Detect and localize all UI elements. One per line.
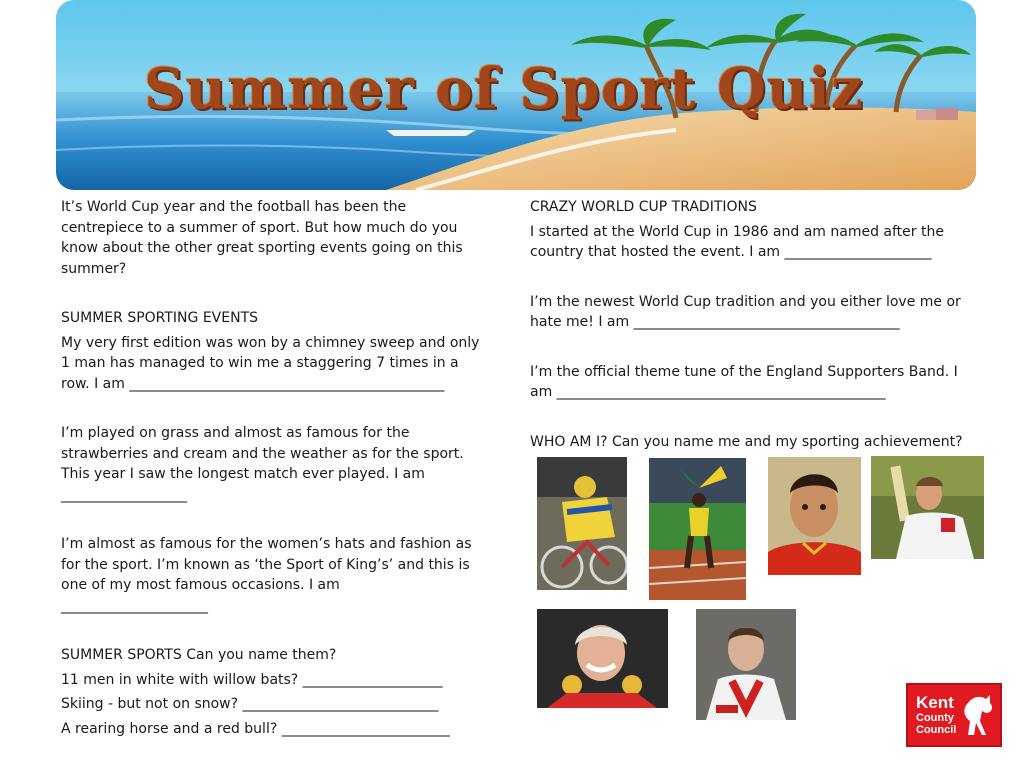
- event-question-2: I’m played on grass and almost as famous for the strawberries and cream and the weather as for the sport. This year I saw the longest match ever played. I am __________________: [61, 425, 464, 503]
- photo-footballer: [768, 457, 861, 575]
- sports-question-1: 11 men in white with willow bats? ____________________: [61, 671, 443, 688]
- summer-sports-heading: SUMMER SPORTS Can you name them?: [61, 647, 337, 663]
- tradition-question-2: I’m the newest World Cup tradition and you either love me or hate me! I am ______________________________________: [530, 293, 961, 330]
- summer-sporting-events-heading: SUMMER SPORTING EVENTS: [61, 310, 259, 326]
- photo-swimmer: [537, 609, 668, 708]
- sports-question-2: Skiing - but not on snow? ____________________________: [61, 696, 439, 712]
- tradition-question-1: I started at the World Cup in 1986 and am named after the country that hosted the event. I am _____________________: [530, 223, 944, 260]
- tradition-question-3: I’m the official theme tune of the England Supporters Band. I am _______________________________________________: [530, 363, 958, 400]
- who-am-i-heading: WHO AM I? Can you name me and my sporting achievement?: [530, 433, 963, 450]
- right-column: [530, 197, 970, 452]
- left-column: [61, 197, 491, 739]
- banner: [56, 0, 976, 190]
- photo-racing-driver: [696, 609, 796, 720]
- kent-county-council-logo: [906, 683, 1002, 747]
- page-title: Summer of Sport Quiz: [144, 56, 864, 122]
- photo-cricketer: [871, 456, 984, 559]
- sports-question-3: A rearing horse and a red bull? ________________________: [61, 720, 450, 737]
- logo-line-1: Kent: [916, 693, 954, 712]
- world-cup-traditions-heading: CRAZY WORLD CUP TRADITIONS: [530, 199, 757, 215]
- event-question-3: I’m almost as famous for the women’s hats and fashion as for the sport. I’m known as ‘the Sport of King’s’ and this is one of my most famous occasions. I am _____________________: [61, 536, 472, 614]
- photo-sprinter: [649, 458, 746, 600]
- logo-line-3: Council: [916, 724, 957, 736]
- intro-paragraph: It’s World Cup year and the football has been the centrepiece to a summer of sport. But how much do you know about the other great sporting events going on this summer?: [61, 199, 463, 277]
- event-question-1: My very first edition was won by a chimney sweep and only 1 man has managed to win me a staggering 7 times in a row. I am _____________________________________________: [61, 334, 480, 392]
- photo-cyclist: [537, 457, 627, 590]
- rearing-horse-icon: [956, 691, 996, 739]
- logo-line-2: County: [916, 712, 954, 724]
